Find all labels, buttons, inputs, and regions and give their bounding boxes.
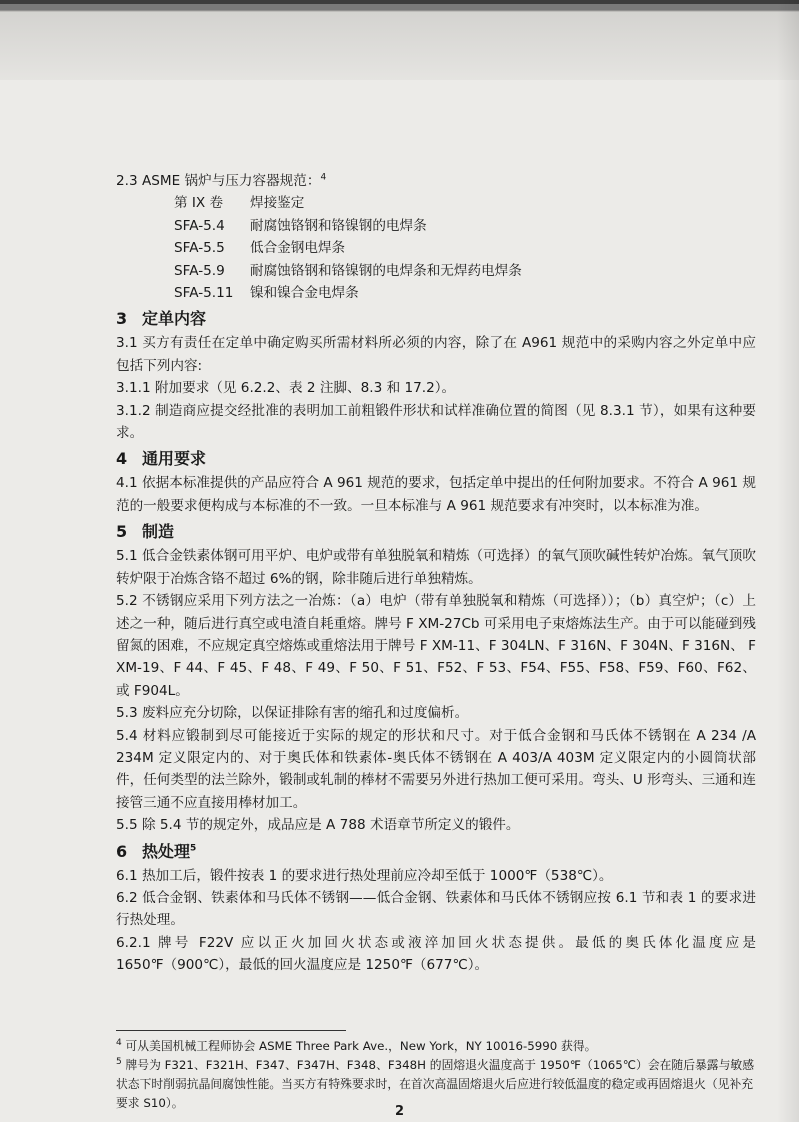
ref-text: 焊接鉴定 [250, 195, 305, 212]
ref-item [116, 237, 756, 259]
paragraph-5-2: 5.2 不锈钢应采用下列方法之一冶炼：（a）电炉（带有单独脱氧和精炼（可选择））；（b）真空炉；（c）上述之一种，随后进行真空或电渣自耗重熔。牌号 F XM-27Cb 可采用电子束熔炼法生产。由于可以能碰到残留氮的困难，不应规定真空熔炼或重熔法用于牌号 F XM-11、F 304LN、F 316N、F 304N、F 316N、 F XM-19、F 44、F 45、F 48、F 49、F 50、F 51、F52、F 53、F54、F55、F58、F59、F60、F62、或 F904L。 [116, 593, 756, 699]
paragraph-5-5: 5.5 除 5.4 节的规定外，成品应是 A 788 术语章节所定义的锻件。 [116, 817, 520, 834]
page-body [116, 170, 756, 977]
footnote-ref-5: 5 [190, 843, 197, 854]
ref-text: 镍和镍合金电焊条 [250, 285, 359, 302]
ref-code: SFA-5.11 [174, 285, 234, 302]
footnote-mark: 5 [116, 1057, 122, 1068]
footnote-divider [116, 1030, 346, 1031]
section-title: 制造 [142, 522, 175, 542]
footnote-ref-4: 4 [320, 172, 327, 183]
paragraph-3-1: 3.1 买方有责任在定单中确定购买所需材料所必须的内容，除了在 A961 规范中的采购内容之外定单中应包括下列内容: [116, 335, 756, 374]
section-5-heading [116, 519, 756, 545]
page-edge-shadow [777, 0, 799, 1122]
section-6-heading [116, 839, 756, 865]
section-2-3-heading [116, 170, 756, 192]
paragraph-6-1: 6.1 热加工后，锻件按表 1 的要求进行热处理前应冷却至低于 1000℉（538℃）。 [116, 867, 613, 884]
ref-text: 低合金钢电焊条 [250, 240, 346, 257]
ref-item [116, 215, 756, 237]
ref-code: SFA-5.9 [174, 262, 225, 279]
paragraph-6-2: 6.2 低合金钢、铁素体和马氏体不锈钢——低合金钢、铁素体和马氏体不锈钢应按 6.1 节和表 1 的要求进行热处理。 [116, 889, 756, 929]
paragraph-4-1: 4.1 依据本标准提供的产品应符合 A 961 规范的要求，包括定单中提出的任何附加要求。不符合 A 961 规范的一般要求便构成与本标准的不一致。一旦本标准与 A 961 规范要求有冲突时，以本标准为准。 [116, 475, 756, 514]
paragraph-6-2-1: 6.2.1 牌号 F22V 应以正火加回火状态或液淬加回火状态提供。最低的奥氏体化温度应是 1650℉（900℃），最低的回火温度应是 1250℉（677℃）。 [116, 934, 756, 974]
ref-code: SFA-5.5 [174, 240, 225, 257]
section-4-heading [116, 446, 756, 472]
paragraph-3-1-1: 3.1.1 附加要求（见 6.2.2、表 2 注脚、8.3 和 17.2）。 [116, 380, 456, 397]
footnote-text: 牌号为 F321、F321H、F347、F347H、F348、F348H 的固熔退火温度高于 1950℉（1065℃）会在随后暴露与敏感状态下时削弱抗晶间腐蚀性能。当买方有特殊要求时，在首次高温固熔退火后应进行较低温度的稳定或再固熔退火（见补充要求 S10）。 [116, 1058, 754, 1110]
ref-text: 耐腐蚀铬钢和铬镍钢的电焊条和无焊药电焊条 [250, 262, 522, 279]
ref-code: SFA-5.4 [174, 217, 225, 234]
paragraph-5-1: 5.1 低合金铁素体钢可用平炉、电炉或带有单独脱氧和精炼（可选择）的氧气顶吹碱性转炉冶炼。氧气顶吹转炉限于冶炼含铬不超过 6%的钢，除非随后进行单独精炼。 [116, 548, 756, 587]
section-title: 定单内容 [142, 309, 207, 329]
footnote-4 [116, 1037, 756, 1056]
footnotes [116, 1037, 756, 1113]
section-2-3-title: 2.3 ASME 锅炉与压力容器规范： [116, 173, 321, 189]
ref-item [116, 192, 756, 214]
paragraph-3-1-2: 3.1.2 制造商应提交经批准的表明加工前粗锻件形状和试样准确位置的简图（见 8.3.1 节），如果有这种要求。 [116, 402, 756, 442]
paragraph-5-3: 5.3 废料应充分切除，以保证排除有害的缩孔和过度偏析。 [116, 705, 469, 722]
section-title: 热处理 [142, 841, 191, 861]
footnote-mark: 4 [116, 1038, 122, 1049]
ref-text: 耐腐蚀铬钢和铬镍钢的电焊条 [250, 217, 427, 234]
section-number: 6 [116, 841, 128, 861]
section-3-heading [116, 306, 756, 332]
section-number: 5 [116, 522, 128, 542]
ref-item [116, 282, 756, 304]
ref-item [116, 260, 756, 282]
footnote-text: 可从美国机械工程师协会 ASME Three Park Ave.，New York，NY 10016-5990 获得。 [125, 1039, 597, 1053]
section-number: 4 [116, 449, 128, 469]
page-number: 2 [394, 1104, 405, 1119]
paragraph-5-4: 5.4 材料应锻制到尽可能接近于实际的规定的形状和尺寸。对于低合金钢和马氏体不锈钢在 A 234 /A 234M 定义限定内的、对于奥氏体和铁素体-奥氏体不锈钢在 A 403/A 403M 定义限定内的小圆筒状部件，任何类型的法兰除外，锻制或轧制的棒材不需要另外进行热加工便可采用。弯头、U 形弯头、三通和连接管三通不应直接用棒材加工。 [116, 727, 756, 811]
ref-code: 第 IX 卷 [174, 195, 224, 212]
section-number: 3 [116, 309, 128, 329]
scanner-top-band [0, 0, 799, 80]
section-title: 通用要求 [142, 449, 207, 469]
